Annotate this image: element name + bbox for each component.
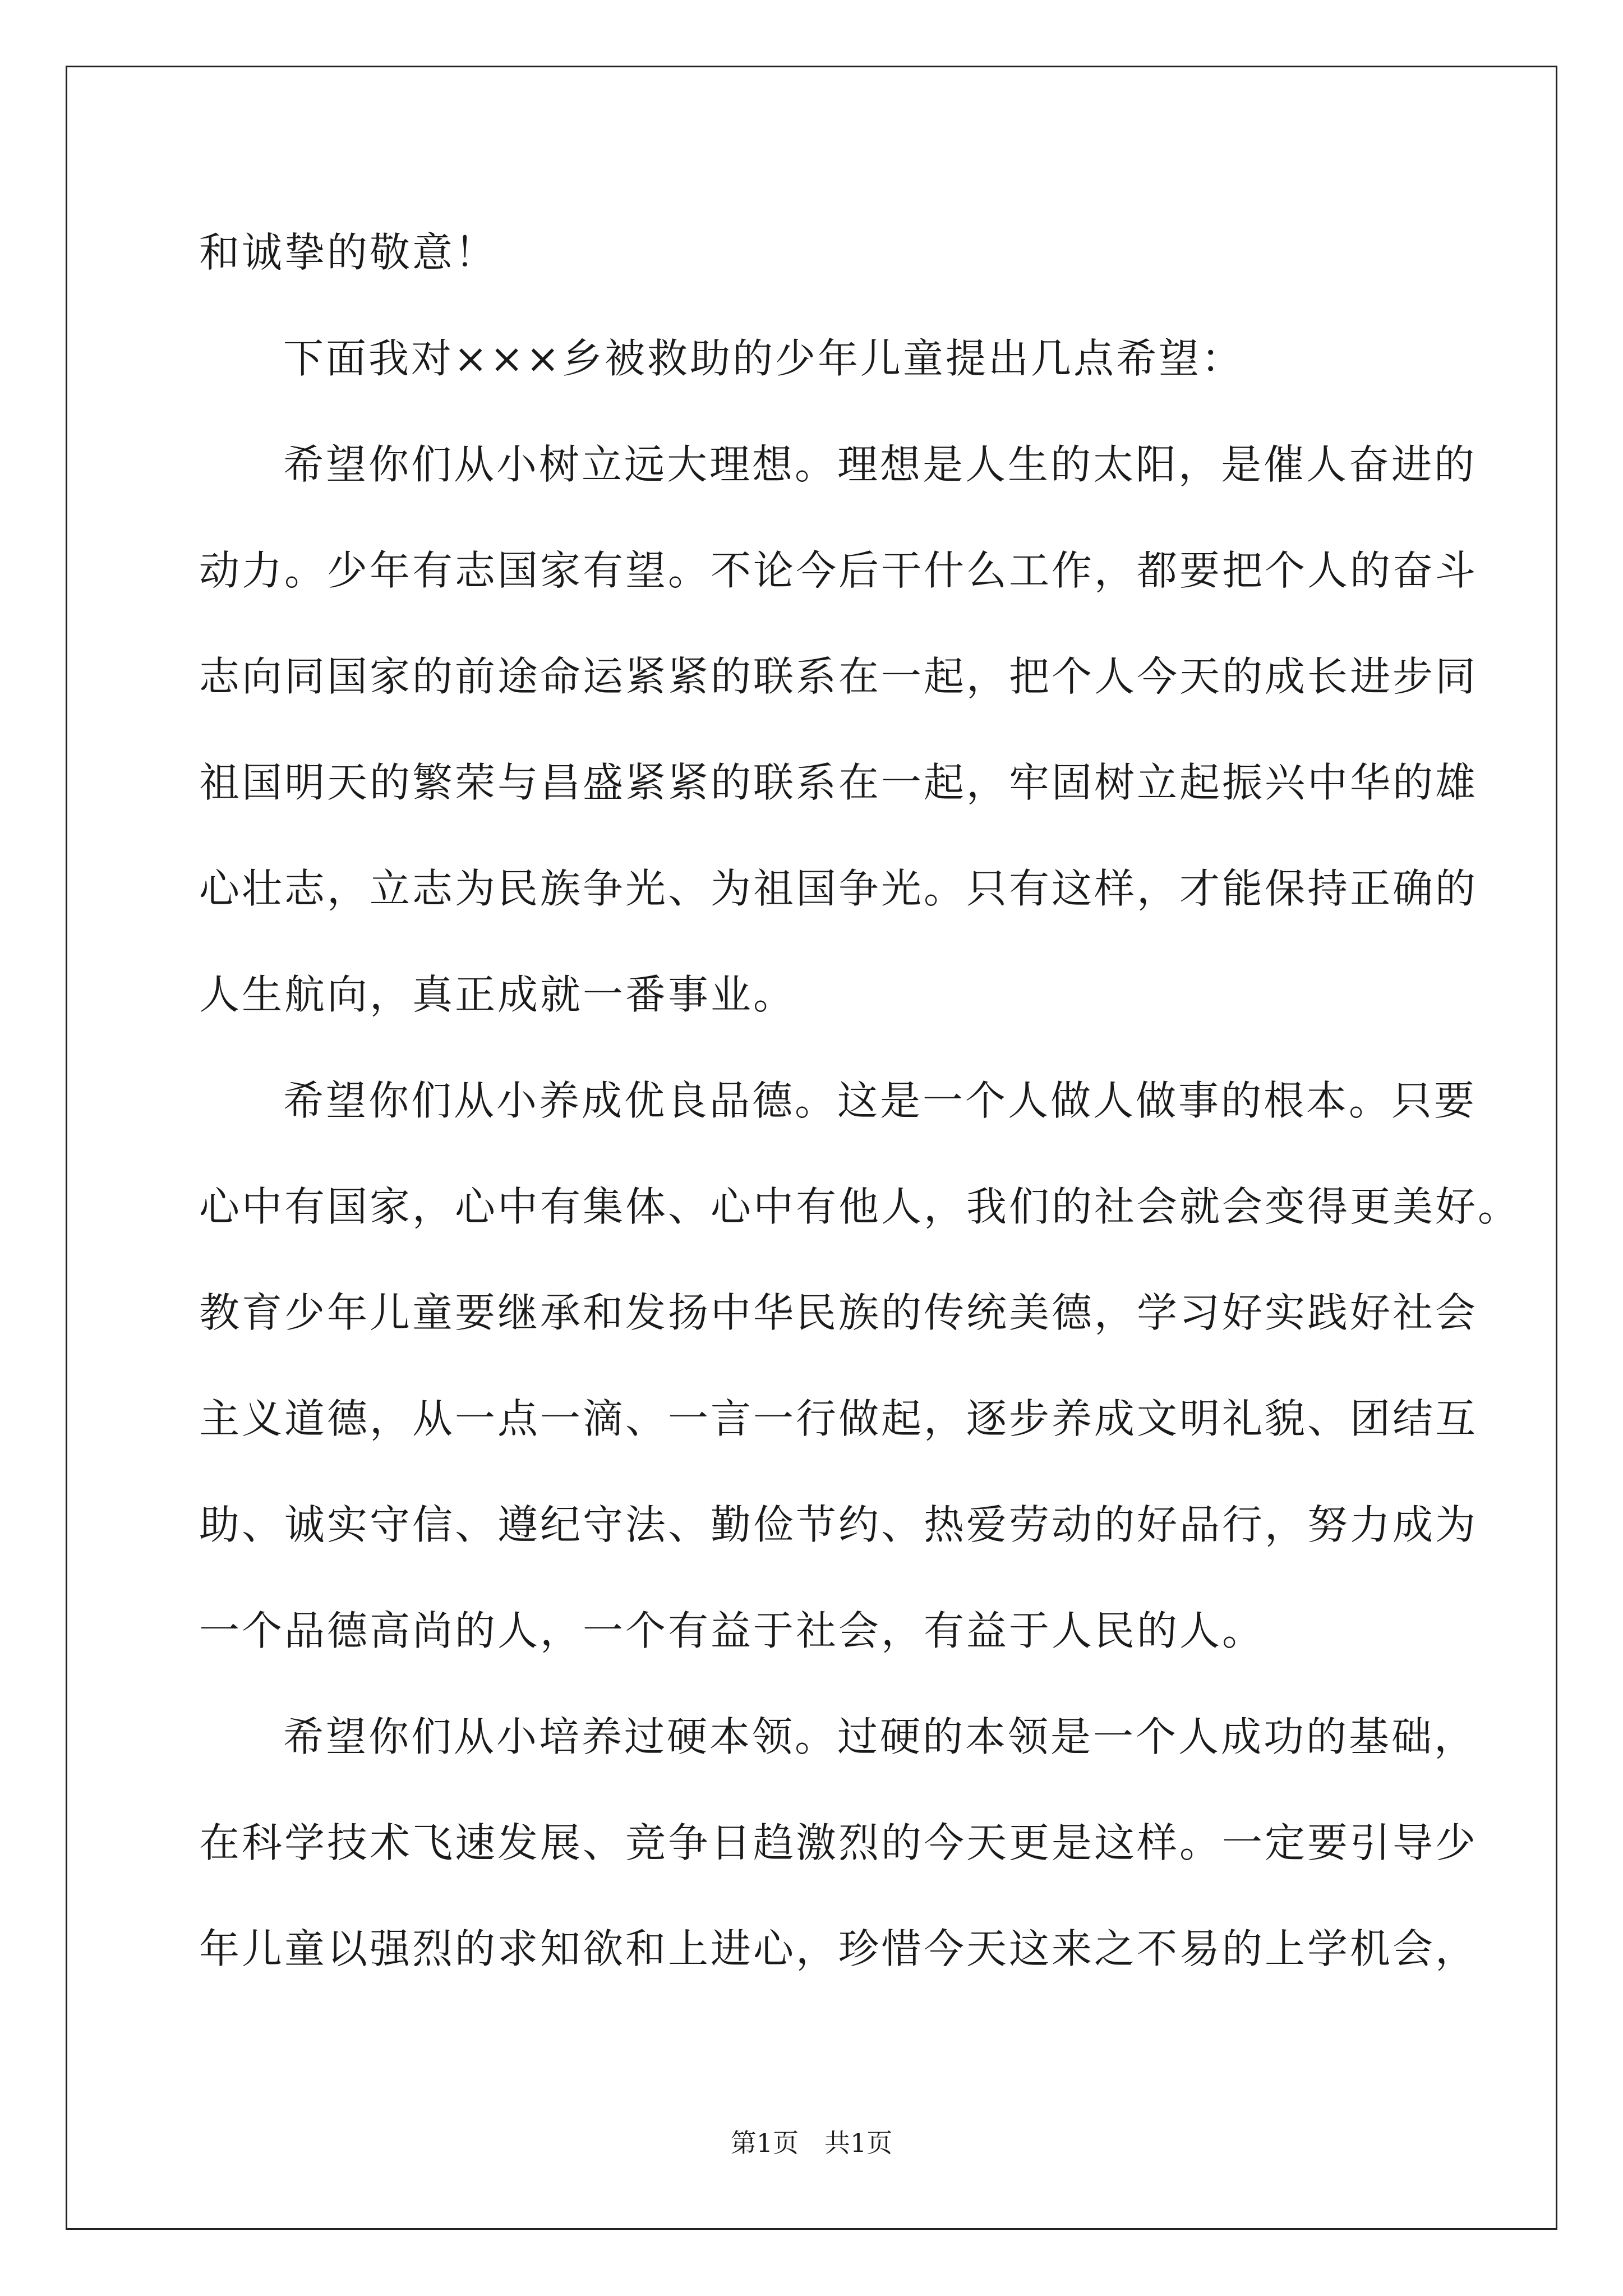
- text-line-14: 一个品德高尚的人，一个有益于社会，有益于人民的人。: [199, 1607, 1265, 1654]
- text-line-5: 志向同国家的前途命运紧紧的联系在一起，把个人今天的成长进步同: [199, 653, 1478, 700]
- document-body: [199, 210, 1521, 2013]
- text-line-13: 助、诚实守信、遵纪守法、勤俭节约、热爱劳动的好品行，努力成为: [199, 1501, 1478, 1548]
- text-line-9: 希望你们从小养成优良品德。这是一个人做人做事的根本。只要: [283, 1077, 1477, 1124]
- text-line-4: 动力。少年有志国家有望。不论今后干什么工作，都要把个人的奋斗: [199, 547, 1478, 594]
- text-line-15: 希望你们从小培养过硬本领。过硬的本领是一个人成功的基础，: [283, 1713, 1477, 1760]
- text-line-16: 在科学技术飞速发展、竞争日趋激烈的今天更是这样。一定要引导少: [199, 1819, 1478, 1866]
- text-line-2: 下面我对×××乡被救助的少年儿童提出几点希望：: [283, 335, 1244, 382]
- text-line-10: 心中有国家，心中有集体、心中有他人，我们的社会就会变得更美好。: [199, 1183, 1521, 1230]
- text-line-11: 教育少年儿童要继承和发扬中华民族的传统美德，学习好实践好社会: [199, 1289, 1478, 1336]
- text-line-12: 主义道德，从一点一滴、一言一行做起，逐步养成文明礼貌、团结互: [199, 1395, 1478, 1442]
- page-number-footer: 第1页 共1页: [730, 2128, 893, 2158]
- text-line-3: 希望你们从小树立远大理想。理想是人生的太阳，是催人奋进的: [283, 441, 1477, 488]
- text-line-8: 人生航向，真正成就一番事业。: [199, 971, 796, 1018]
- text-line-6: 祖国明天的繁荣与昌盛紧紧的联系在一起，牢固树立起振兴中华的雄: [199, 759, 1478, 806]
- text-line-1: 和诚挚的敬意！: [199, 229, 498, 276]
- text-line-7: 心壮志，立志为民族争光、为祖国争光。只有这样，才能保持正确的: [199, 865, 1478, 912]
- text-line-17: 年儿童以强烈的求知欲和上进心，珍惜今天这来之不易的上学机会，: [199, 1925, 1478, 1972]
